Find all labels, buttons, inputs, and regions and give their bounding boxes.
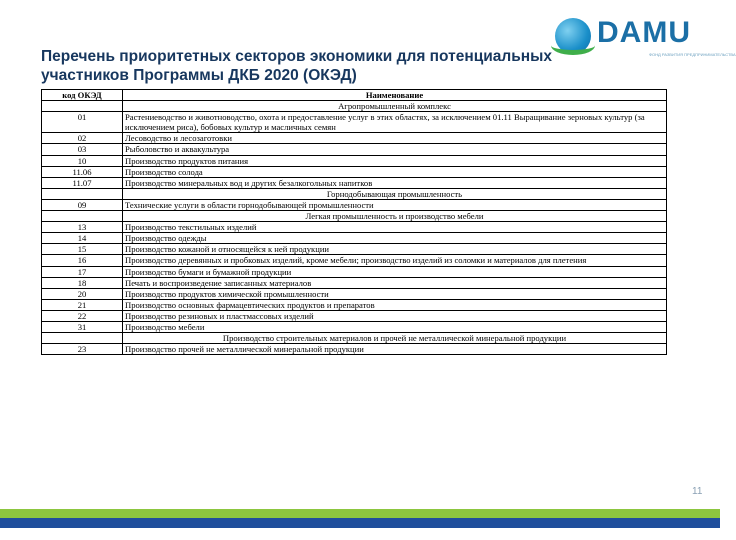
table-row: [42, 177, 667, 188]
section-code-cell: [42, 188, 123, 199]
table-row: [42, 199, 667, 210]
page-title: Перечень приоритетных секторов экономики для потенциальных участников Программы ДКБ 2020 (ОКЭД): [41, 48, 552, 84]
page-number: 11: [692, 486, 703, 497]
okved-name: Производство основных фармацевтических продуктов и препаратов: [123, 299, 667, 310]
okved-code: 09: [42, 199, 123, 210]
table-row: [42, 155, 667, 166]
okved-name: Производство солода: [123, 166, 667, 177]
logo-tagline: ФОНД РАЗВИТИЯ ПРЕДПРИНИМАТЕЛЬСТВА: [649, 52, 736, 57]
header-code: код ОКЭД: [42, 90, 123, 101]
table-row: [42, 255, 667, 266]
okved-code: 14: [42, 233, 123, 244]
okved-code: 15: [42, 244, 123, 255]
okved-name: Производство одежды: [123, 233, 667, 244]
okved-code: 11.07: [42, 177, 123, 188]
section-title: Горнодобывающая промышленность: [123, 188, 667, 199]
okved-code: 17: [42, 266, 123, 277]
okved-name: Лесоводство и лесозаготовки: [123, 133, 667, 144]
table-row: [42, 277, 667, 288]
okved-code: 21: [42, 299, 123, 310]
okved-code: 10: [42, 155, 123, 166]
okved-code: 31: [42, 321, 123, 332]
section-title: Производство строительных материалов и прочей не металлической минеральной продукции: [123, 333, 667, 344]
okved-name: Производство бумаги и бумажной продукции: [123, 266, 667, 277]
table-row: [42, 310, 667, 321]
table-body: [42, 101, 667, 355]
section-row: [42, 101, 667, 112]
table-row: [42, 244, 667, 255]
table-row: [42, 222, 667, 233]
okved-name: Печать и воспроизведение записанных материалов: [123, 277, 667, 288]
section-code-cell: [42, 333, 123, 344]
section-row: [42, 333, 667, 344]
okved-code: 13: [42, 222, 123, 233]
okved-name: Технические услуги в области горнодобывающей промышленности: [123, 199, 667, 210]
section-row: [42, 188, 667, 199]
table-row: [42, 133, 667, 144]
okved-name: Производство текстильных изделий: [123, 222, 667, 233]
okved-name: Производство прочей не металлической минеральной продукции: [123, 344, 667, 355]
section-title: Агропромышленный комплекс: [123, 101, 667, 112]
section-code-cell: [42, 101, 123, 112]
okved-name: Производство резиновых и пластмассовых изделий: [123, 310, 667, 321]
footer-band-blue: [0, 518, 720, 528]
okved-code: 18: [42, 277, 123, 288]
okved-code: 16: [42, 255, 123, 266]
okved-code: 23: [42, 344, 123, 355]
okved-name: Рыболовство и аквакультура: [123, 144, 667, 155]
okved-name: Производство деревянных и пробковых изделий, кроме мебели; производство изделий из соломки и материалов для плетения: [123, 255, 667, 266]
okved-name: Производство минеральных вод и других безалкогольных напитков: [123, 177, 667, 188]
header-name: Наименование: [123, 90, 667, 101]
table-row: [42, 144, 667, 155]
table-row: [42, 299, 667, 310]
table-header-row: [42, 90, 667, 101]
okved-code: 03: [42, 144, 123, 155]
okved-name: Производство продуктов химической промышленности: [123, 288, 667, 299]
okved-table: [41, 89, 667, 355]
table-row: [42, 233, 667, 244]
table-row: [42, 288, 667, 299]
table-row: [42, 112, 667, 133]
logo-text: DAMU: [597, 16, 691, 49]
section-code-cell: [42, 211, 123, 222]
table-row: [42, 321, 667, 332]
okved-code: 01: [42, 112, 123, 133]
footer-band-green: [0, 509, 720, 518]
okved-name: Растениеводство и животноводство, охота и предоставление услуг в этих областях, за исключением 01.11 Выращивание зерновых культур (за исключением риса), бобовых культур и масличных семян: [123, 112, 667, 133]
okved-name: Производство кожаной и относящейся к ней продукции: [123, 244, 667, 255]
okved-code: 22: [42, 310, 123, 321]
section-row: [42, 211, 667, 222]
table-row: [42, 266, 667, 277]
okved-name: Производство продуктов питания: [123, 155, 667, 166]
okved-code: 11.06: [42, 166, 123, 177]
table-row: [42, 166, 667, 177]
section-title: Легкая промышленность и производство мебели: [123, 211, 667, 222]
okved-name: Производство мебели: [123, 321, 667, 332]
okved-code: 20: [42, 288, 123, 299]
table-row: [42, 344, 667, 355]
okved-code: 02: [42, 133, 123, 144]
